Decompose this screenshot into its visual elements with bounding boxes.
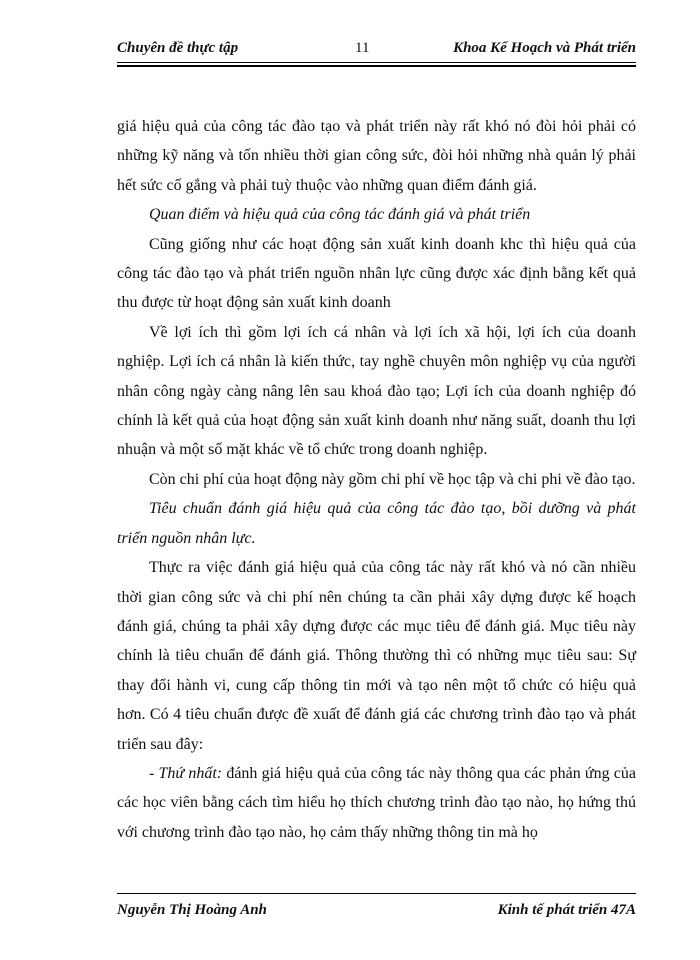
footer-author: Nguyễn Thị Hoàng Anh: [117, 902, 267, 918]
paragraph-criteria-intro: Thực ra việc đánh giá hiệu quả của công tác này rất khó và nó cần nhiều thời gian công sức và chi phí nên chúng ta cần phải xây dựng được kế hoạch đánh giá, chúng ta phải xây dựng được các mục tiêu để đánh giá. Mục tiêu này chính là tiêu chuẩn để đánh giá. Thông thường thì có những mục tiêu sau: Sự thay đổi hành vi, cung cấp thông tin mới và tạo nên một tổ chức có hiệu quả hơn. Có 4 tiêu chuẩn được đề xuất để đánh giá các chương trình đào tạo và phát triển sau đây:: [117, 559, 636, 753]
page-body: [117, 112, 636, 847]
header-rule-thick: [117, 65, 636, 67]
section-heading-evaluation-criteria: Tiêu chuẩn đánh giá hiệu quả của công tác đào tạo, bồi dưỡng và phát triển nguồn nhân lực.: [117, 500, 636, 547]
first-criterion-text: đánh giá hiệu quả của công tác này thông qua các phản ứng của các học viên bằng cách tìm hiểu họ thích chương trình đào tạo nào, họ hứng thú với chương trình đào tạo nào, họ cảm thấy những thông tin mà họ: [117, 764, 636, 841]
header-page-number: 11: [355, 40, 370, 56]
header-rule-thin: [117, 62, 636, 63]
paragraph-costs: Còn chi phí của hoạt động này gồm chi phí về học tập và chi phi về đào tạo.: [149, 470, 636, 488]
section-heading-evaluation-viewpoint: Quan điểm và hiệu quả của công tác đánh giá và phát triển: [149, 206, 531, 224]
footer-rule: [117, 893, 636, 894]
page-footer: [117, 893, 636, 923]
first-criterion-label: - Thứ nhất:: [149, 764, 223, 782]
paragraph-benefits: Về lợi ích thì gồm lợi ích cá nhân và lợi ích xã hội, lợi ích của doanh nghiệp. Lợi ích cá nhân là kiến thức, tay nghề chuyên môn nghiệp vụ của người nhân công ngày càng nâng lên sau khoá đào tạo; Lợi ích của doanh nghiệp đó chính là kết quả của hoạt động sản xuất kinh doanh như năng suất, doanh thu lợi nhuận và một số mặt khác về tổ chức trong doanh nghiệp.: [117, 323, 636, 459]
paragraph-continuation: giá hiệu quả của công tác đào tạo và phát triển này rất khó nó đòi hỏi phải có những kỹ năng và tốn nhiều thời gian công sức, đòi hỏi những nhà quản lý phải hết sức cố gắng và phải tuỳ thuộc vào những quan điểm đánh giá.: [117, 118, 636, 194]
paragraph-first-criterion: [117, 759, 636, 847]
header-document-type: Chuyên đề thực tập: [117, 40, 239, 56]
page-header: [117, 38, 636, 62]
header-department: Khoa Kế Hoạch và Phát triển: [453, 40, 636, 56]
footer-class: Kinh tế phát triển 47A: [497, 902, 636, 918]
paragraph-efficiency: Cũng giống như các hoạt động sản xuất kinh doanh khc thì hiệu quả của công tác đào tạo và phát triển nguồn nhân lực cũng được xác định bằng kết quả thu được từ hoạt động sản xuất kinh doanh: [117, 235, 636, 312]
